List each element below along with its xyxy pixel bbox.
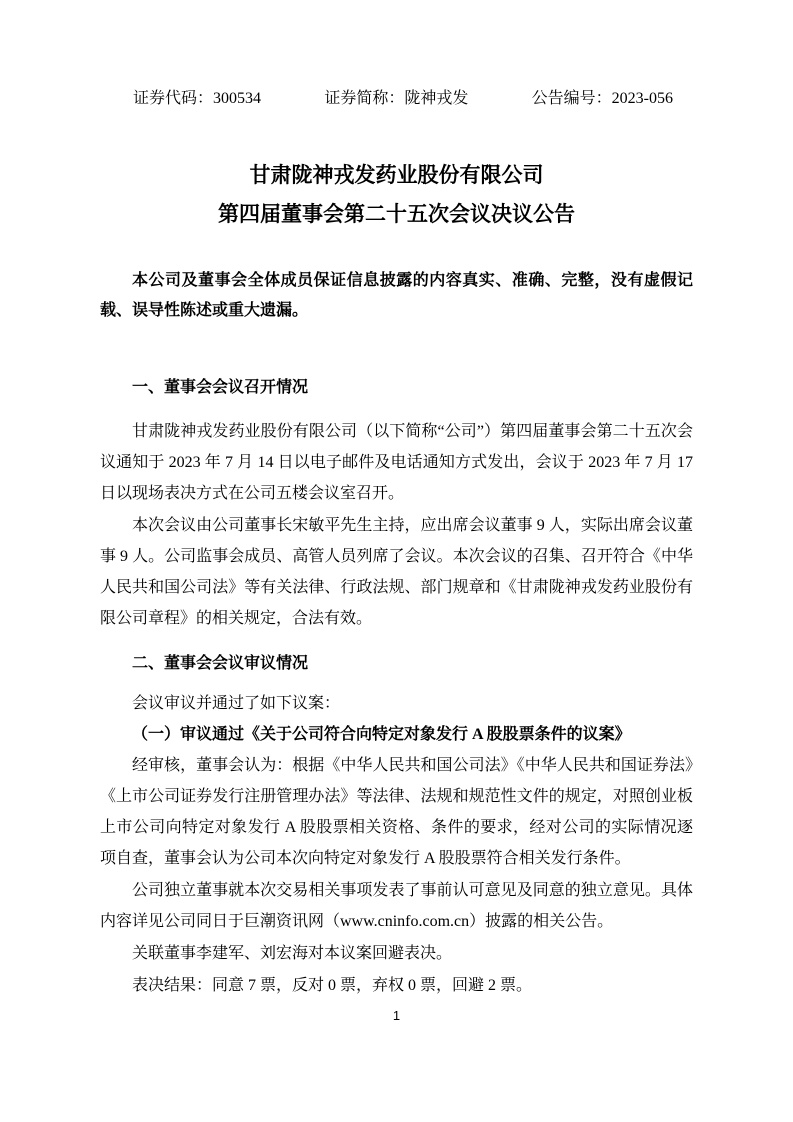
document-header-row	[100, 88, 693, 110]
proposal1-heading: （一）审议通过《关于公司符合向特定对象发行 A 股股票条件的议案》	[132, 726, 631, 743]
stock-abbr: 证券简称：陇神戎发	[324, 90, 469, 107]
proposal1-paragraph-2: 公司独立董事就本次交易相关事项发表了事前认可意见及同意的独立意见。具体内容详见公司同日于巨潮资讯网（www.cninfo.com.cn）披露的相关公告。	[100, 882, 693, 930]
document-title	[100, 156, 693, 234]
proposal1-paragraph-1: 经审核，董事会认为：根据《中华人民共和国公司法》《中华人民共和国证券法》《上市公司证券发行注册管理办法》等法律、法规和规范性文件的规定，对照创业板上市公司向特定对象发行 A 股股票相关资格、条件的要求，经对公司的实际情况逐项自查，董事会认为公司本次向特定对象发行 A 股股票符合相关发行条件。	[100, 757, 693, 867]
section2-intro: 会议审议并通过了如下议案：	[132, 695, 341, 712]
announcement-number: 公告编号：2023-056	[531, 90, 673, 107]
company-name: 甘肃陇神戎发药业股份有限公司	[249, 163, 544, 187]
proposal1-voting-result: 表决结果：同意 7 票，反对 0 票，弃权 0 票，回避 2 票。	[132, 977, 533, 994]
stock-code: 证券代码：300534	[133, 90, 262, 107]
section1-paragraph-1: 甘肃陇神戎发药业股份有限公司（以下简称“公司”）第四届董事会第二十五次会议通知于 2023 年 7 月 14 日以电子邮件及电话通知方式发出，会议于 2023 年 7 月 17 日以现场表决方式在公司五楼会议室召开。	[100, 423, 693, 502]
section1-paragraph-2: 本次会议由公司董事长宋敏平先生主持，应出席会议董事 9 人，实际出席会议董事 9 人。公司监事会成员、高管人员列席了会议。本次会议的召集、召开符合《中华人民共和国公司法》等有关法律、行政法规、部门规章和《甘肃陇神戎发药业股份有限公司章程》的相关规定，合法有效。	[100, 517, 693, 627]
disclaimer-statement: 本公司及董事会全体成员保证信息披露的内容真实、准确、完整，没有虚假记载、误导性陈述或重大遗漏。	[100, 272, 693, 319]
announcement-subject: 第四届董事会第二十五次会议决议公告	[218, 202, 575, 226]
proposal1-paragraph-3: 关联董事李建军、刘宏海对本议案回避表决。	[132, 945, 453, 962]
page-number: 1	[392, 1008, 401, 1023]
section1-heading: 一、董事会会议召开情况	[132, 379, 309, 396]
section2-heading: 二、董事会会议审议情况	[132, 655, 309, 672]
